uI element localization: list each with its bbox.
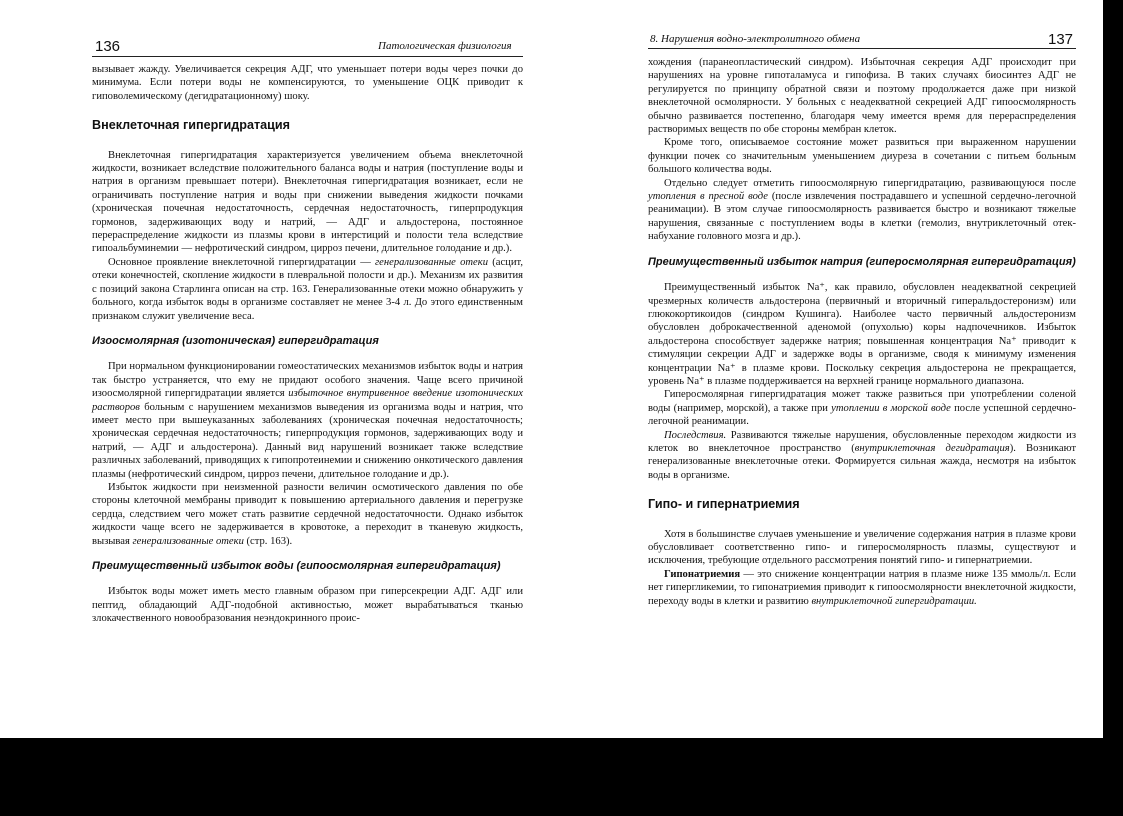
left-text-column <box>92 63 523 626</box>
paragraph: Кроме того, описываемое состояние может развиться при выраженном нарушении функции почек со значительным уменьшением диуреза в сочетании с питьем больным большого количества воды. <box>648 137 1076 176</box>
scan-border-right <box>1103 0 1123 816</box>
subsection-title: Преимущественный избыток натрия (гиперосмолярная гипергидратация) <box>648 255 1076 268</box>
subsection-title: Преимущественный избыток воды (гипоосмолярная гипергидратация) <box>92 560 501 572</box>
paragraph: Избыток жидкости при неизменной разности величин осмотического давления по обе стороны клеточной мембраны приводит к повышению артериального давления и перегрузке сердца, следствием чего может стать развитие сердечной недостаточности. Однако избыток жидкости чаще всего не задерживается в кровотоке, а переходит в тканевую жидкость, вызывая генерализованные отеки (стр. 163). <box>92 481 523 547</box>
paragraph: Избыток воды может иметь место главным образом при гиперсекреции АДГ. АДГ или пептид, обладающий АДГ-подобной активностью, может вырабатываться тканью злокачественного новообразования неэндокринного проис- <box>92 586 523 625</box>
paragraph: Последствия. Развиваются тяжелые нарушения, обусловленные переходом жидкости из клеток во внеклеточное пространство (внутриклеточная дегидратация). Возникают генерализованные внеклеточные отеки. Формируется сильная жажда, несмотря на избыток воды в организме. <box>648 429 1077 481</box>
running-header-right: 8. Нарушения водно-электролитного обмена <box>650 33 861 45</box>
paragraph: Преимущественный избыток Na⁺, как правило, обусловлен неадекватной секрецией чрезмерных количеств альдостерона (первичный и вторичный гиперальдостеронизм) или глюкокортикоидов (синдром Кушинга). Наиболее часто первичный альдостеронизм обусловлен доброкачественной аденомой (опухолью) коры надпочечников. Избыток альдостерона способствует задержке натрия; повышенная концентрация Na⁺ приводит к стимуляции секреции АДГ и задержке воды в организме, сводя к минимуму изменения концентрации Na⁺ в плазме крови. Поскольку секреция альдостерона не прекращается, уровень Na⁺ в плазме поддерживается на верхней границе нормального диапазона. <box>648 282 1076 387</box>
section-title: Внеклеточная гипергидратация <box>92 118 290 133</box>
header-rule-right <box>648 48 1076 49</box>
left-page <box>0 0 560 740</box>
page-number-left: 136 <box>95 38 121 55</box>
paragraph: Внеклеточная гипергидратация характеризуется увеличением объема внеклеточной жидкости, возникает вследствие положительного баланса воды и натрия (поступление воды и натрия в организм превышает потери). Внеклеточная гипергидратация возникает, если не ограничивать поступление натрия и воды при снижении выведения жидкости почками (хроническая почечная недостаточность, сердечная недостаточность, гиперпродукция гормонов, задерживающих воду и натрий, — АДГ и альдостерона, постоянное перераспределение жидкости из плазмы крови в интерстиций и полости тела вследствие гипоальбуминемии — нефротический синдром, цирроз печени, длительное голодание и др.). <box>92 149 523 255</box>
section-title: Гипо- и гипернатриемия <box>648 497 800 512</box>
paragraph: Гиперосмолярная гипергидратация может также развиться при употреблении соленой воды (например, морской), а также при утоплении в морской воде после успешной сердечно-легочной реанимации. <box>648 389 1077 428</box>
scan-border-bottom <box>0 738 1123 816</box>
paragraph: Отдельно следует отметить гипоосмолярную гипергидратацию, развивающуюся после утопления в пресной воде (после извлечения пострадавшего и успешной сердечно-легочной реанимации). В этом случае гипоосмолярность развивается быстро и возникают тяжелые нарушения, связанные с поступлением воды в клетки (гемолиз, внутриклеточный отек-набухание головного мозга и др.). <box>648 177 1076 243</box>
paragraph: хождения (паранеопластический синдром). Избыточная секреция АДГ происходит при нарушениях на уровне гипоталамуса и гипофиза. В таких случаях биосинтез АДГ не регулируется по принципу обратной связи и поэтому продолжается даже при низкой внеклеточной осмолярности. У больных с неадекватной секрецией АДГ гипоосмолярность обычно развивается постепенно, благодаря чему имеется время для перераспределения растворимых веществ по обе стороны мембран клеток. <box>648 57 1076 136</box>
paragraph: Гипонатриемия — это снижение концентрации натрия в плазме ниже 135 ммоль/л. Если нет гипергликемии, то гипонатриемия приводит к гипоосмолярности внеклеточной жидкости, переходу воды в клетки и развитию внутриклеточной гипергидратации. <box>648 568 1076 607</box>
subsection-title: Изоосмолярная (изотоническая) гипергидратация <box>92 334 379 347</box>
paragraph: При нормальном функционировании гомеостатических механизмов избыток воды и натрия так быстро устраняется, что ему не придают особого значения. Чаще всего причиной изоосмолярной гипергидратации является избыточное внутривенное введение изотонических растворов больным с нарушением механизмов выведения из организма воды и натрия, что имеет место при вышеуказанных заболеваниях (хроническая почечная недостаточность; хроническая сердечная недостаточность; гиперпродукция гормонов, задерживающих воду и натрий, — АДГ и альдостерона). Данный вид нарушений возникает также вследствие различных заболеваний, приводящих к гипопротеинемии и снижению онкотического давления плазмы (нефротический синдром, цирроз печени, длительное голодание и др.). <box>92 361 523 480</box>
running-header-left: Патологическая физиология <box>378 40 512 52</box>
right-text-column <box>648 56 1076 608</box>
right-page <box>560 0 1123 740</box>
page-number-right: 137 <box>1048 31 1074 48</box>
header-rule-left <box>92 56 523 57</box>
intro-paragraph: вызывает жажду. Увеличивается секреция АДГ, что уменьшает потери воды через почки до минимума. Если потери воды не компенсируются, то уменьшение ОЦК приводит к гиповолемическому (дегидратационному) шоку. <box>92 64 523 102</box>
paragraph: Хотя в большинстве случаев уменьшение и увеличение содержания натрия в плазме крови обусловливает соответственно гипо- и гиперосмолярность плазмы, существуют и исключения, требующие отдельного рассмотрения понятий гипо- и гипернатриемии. <box>648 528 1076 567</box>
paragraph: Основное проявление внеклеточной гипергидратации — генерализованные отеки (асцит, отеки конечностей, скопление жидкости в плевральной полости и др.). Механизм их развития с позиций закона Старлинга описан на стр. 163. Генерализованные отеки можно обнаружить у больного, когда избыток воды в организме составляет не менее 3-4 л. До этого единственным признаком служит увеличение веса. <box>92 256 523 322</box>
